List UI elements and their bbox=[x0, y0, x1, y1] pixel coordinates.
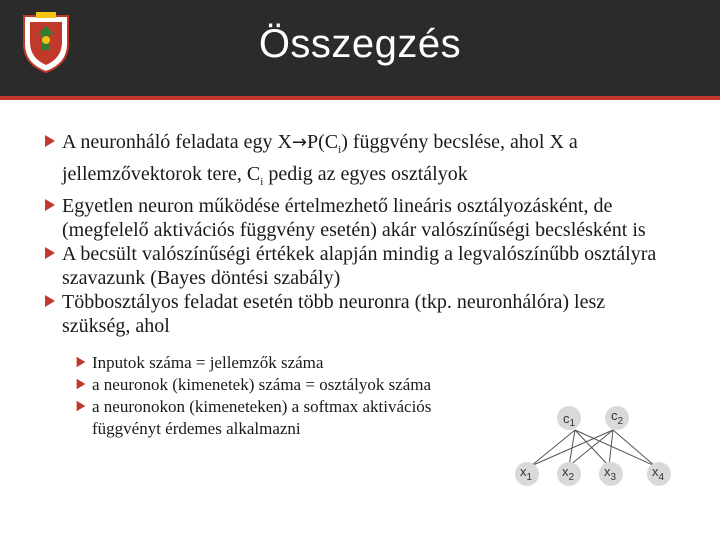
bullet-item bbox=[40, 130, 670, 194]
node-label: x bbox=[652, 464, 659, 479]
bullet-list bbox=[40, 130, 670, 440]
sub-bullet-text: a neuronokon (kimeneteken) a softmax aktivációs függvényt érdemes alkalmazni bbox=[92, 397, 432, 438]
page-title: Összegzés bbox=[258, 22, 462, 66]
bullet-text-prefix: A neuronháló feladata egy X bbox=[62, 131, 292, 153]
input-node bbox=[515, 462, 539, 486]
node-label: x bbox=[604, 464, 611, 479]
node-subscript: 1 bbox=[526, 472, 533, 483]
node-subscript: 2 bbox=[568, 472, 575, 483]
node-subscript: 1 bbox=[569, 418, 576, 429]
sub-bullet-arrow-icon bbox=[74, 377, 88, 391]
bullet-text-suffix: ) függvény becslése, ahol X a jellemzővektorok tere, C bbox=[62, 131, 578, 185]
node-subscript: 2 bbox=[617, 416, 624, 427]
sub-bullet-item bbox=[40, 374, 500, 396]
sub-bullet-text: a neuronok (kimenetek) száma = osztályok száma bbox=[92, 375, 432, 394]
output-node bbox=[605, 406, 629, 430]
sub-bullet-text: Inputok száma = jellemzők száma bbox=[92, 353, 324, 372]
node-label: c bbox=[611, 408, 618, 423]
bullet-text-mid: P(C bbox=[307, 131, 339, 153]
node-label: x bbox=[562, 464, 569, 479]
input-node bbox=[647, 462, 671, 486]
bullet-item bbox=[40, 290, 670, 338]
node-subscript: 4 bbox=[658, 472, 665, 483]
node-label: x bbox=[520, 464, 527, 479]
subscript-i: i bbox=[338, 144, 342, 156]
bullet-item bbox=[40, 194, 670, 242]
title-accent-line bbox=[0, 96, 720, 100]
output-node bbox=[557, 406, 581, 430]
bullet-item bbox=[40, 242, 670, 290]
sub-bullet-arrow-icon bbox=[74, 355, 88, 369]
bullet-text: Többosztályos feladat esetén több neuronra (tkp. neuronhálóra) lesz szükség, ahol bbox=[62, 291, 606, 337]
input-node bbox=[599, 462, 623, 486]
sub-bullet-list bbox=[40, 352, 500, 440]
bullet-text-suffix-2: pedig az egyes osztályok bbox=[263, 163, 468, 185]
subscript-i-2: i bbox=[260, 176, 264, 188]
sub-bullet-arrow-icon bbox=[74, 399, 88, 413]
bullet-arrow-icon bbox=[42, 293, 58, 309]
node-subscript: 3 bbox=[610, 472, 617, 483]
sub-bullet-item bbox=[40, 396, 500, 440]
bullet-arrow-icon bbox=[42, 245, 58, 261]
bullet-arrow-icon bbox=[42, 197, 58, 213]
arrow-glyph: → bbox=[291, 132, 308, 153]
bullet-text: Egyetlen neuron működése értelmezhető lineáris osztályozásként, de (megfelelő aktivációs függvény esetén) akár valószínűségi becslésként is bbox=[62, 195, 646, 241]
bullet-arrow-icon bbox=[42, 133, 58, 149]
sub-bullet-item bbox=[40, 352, 500, 374]
neural-network-diagram bbox=[505, 400, 685, 492]
node-label: c bbox=[563, 411, 570, 426]
input-node bbox=[557, 462, 581, 486]
bullet-text: A becsült valószínűségi értékek alapján mindig a legvalószínűbb osztályra szavazunk (Bayes döntési szabály) bbox=[62, 243, 657, 289]
